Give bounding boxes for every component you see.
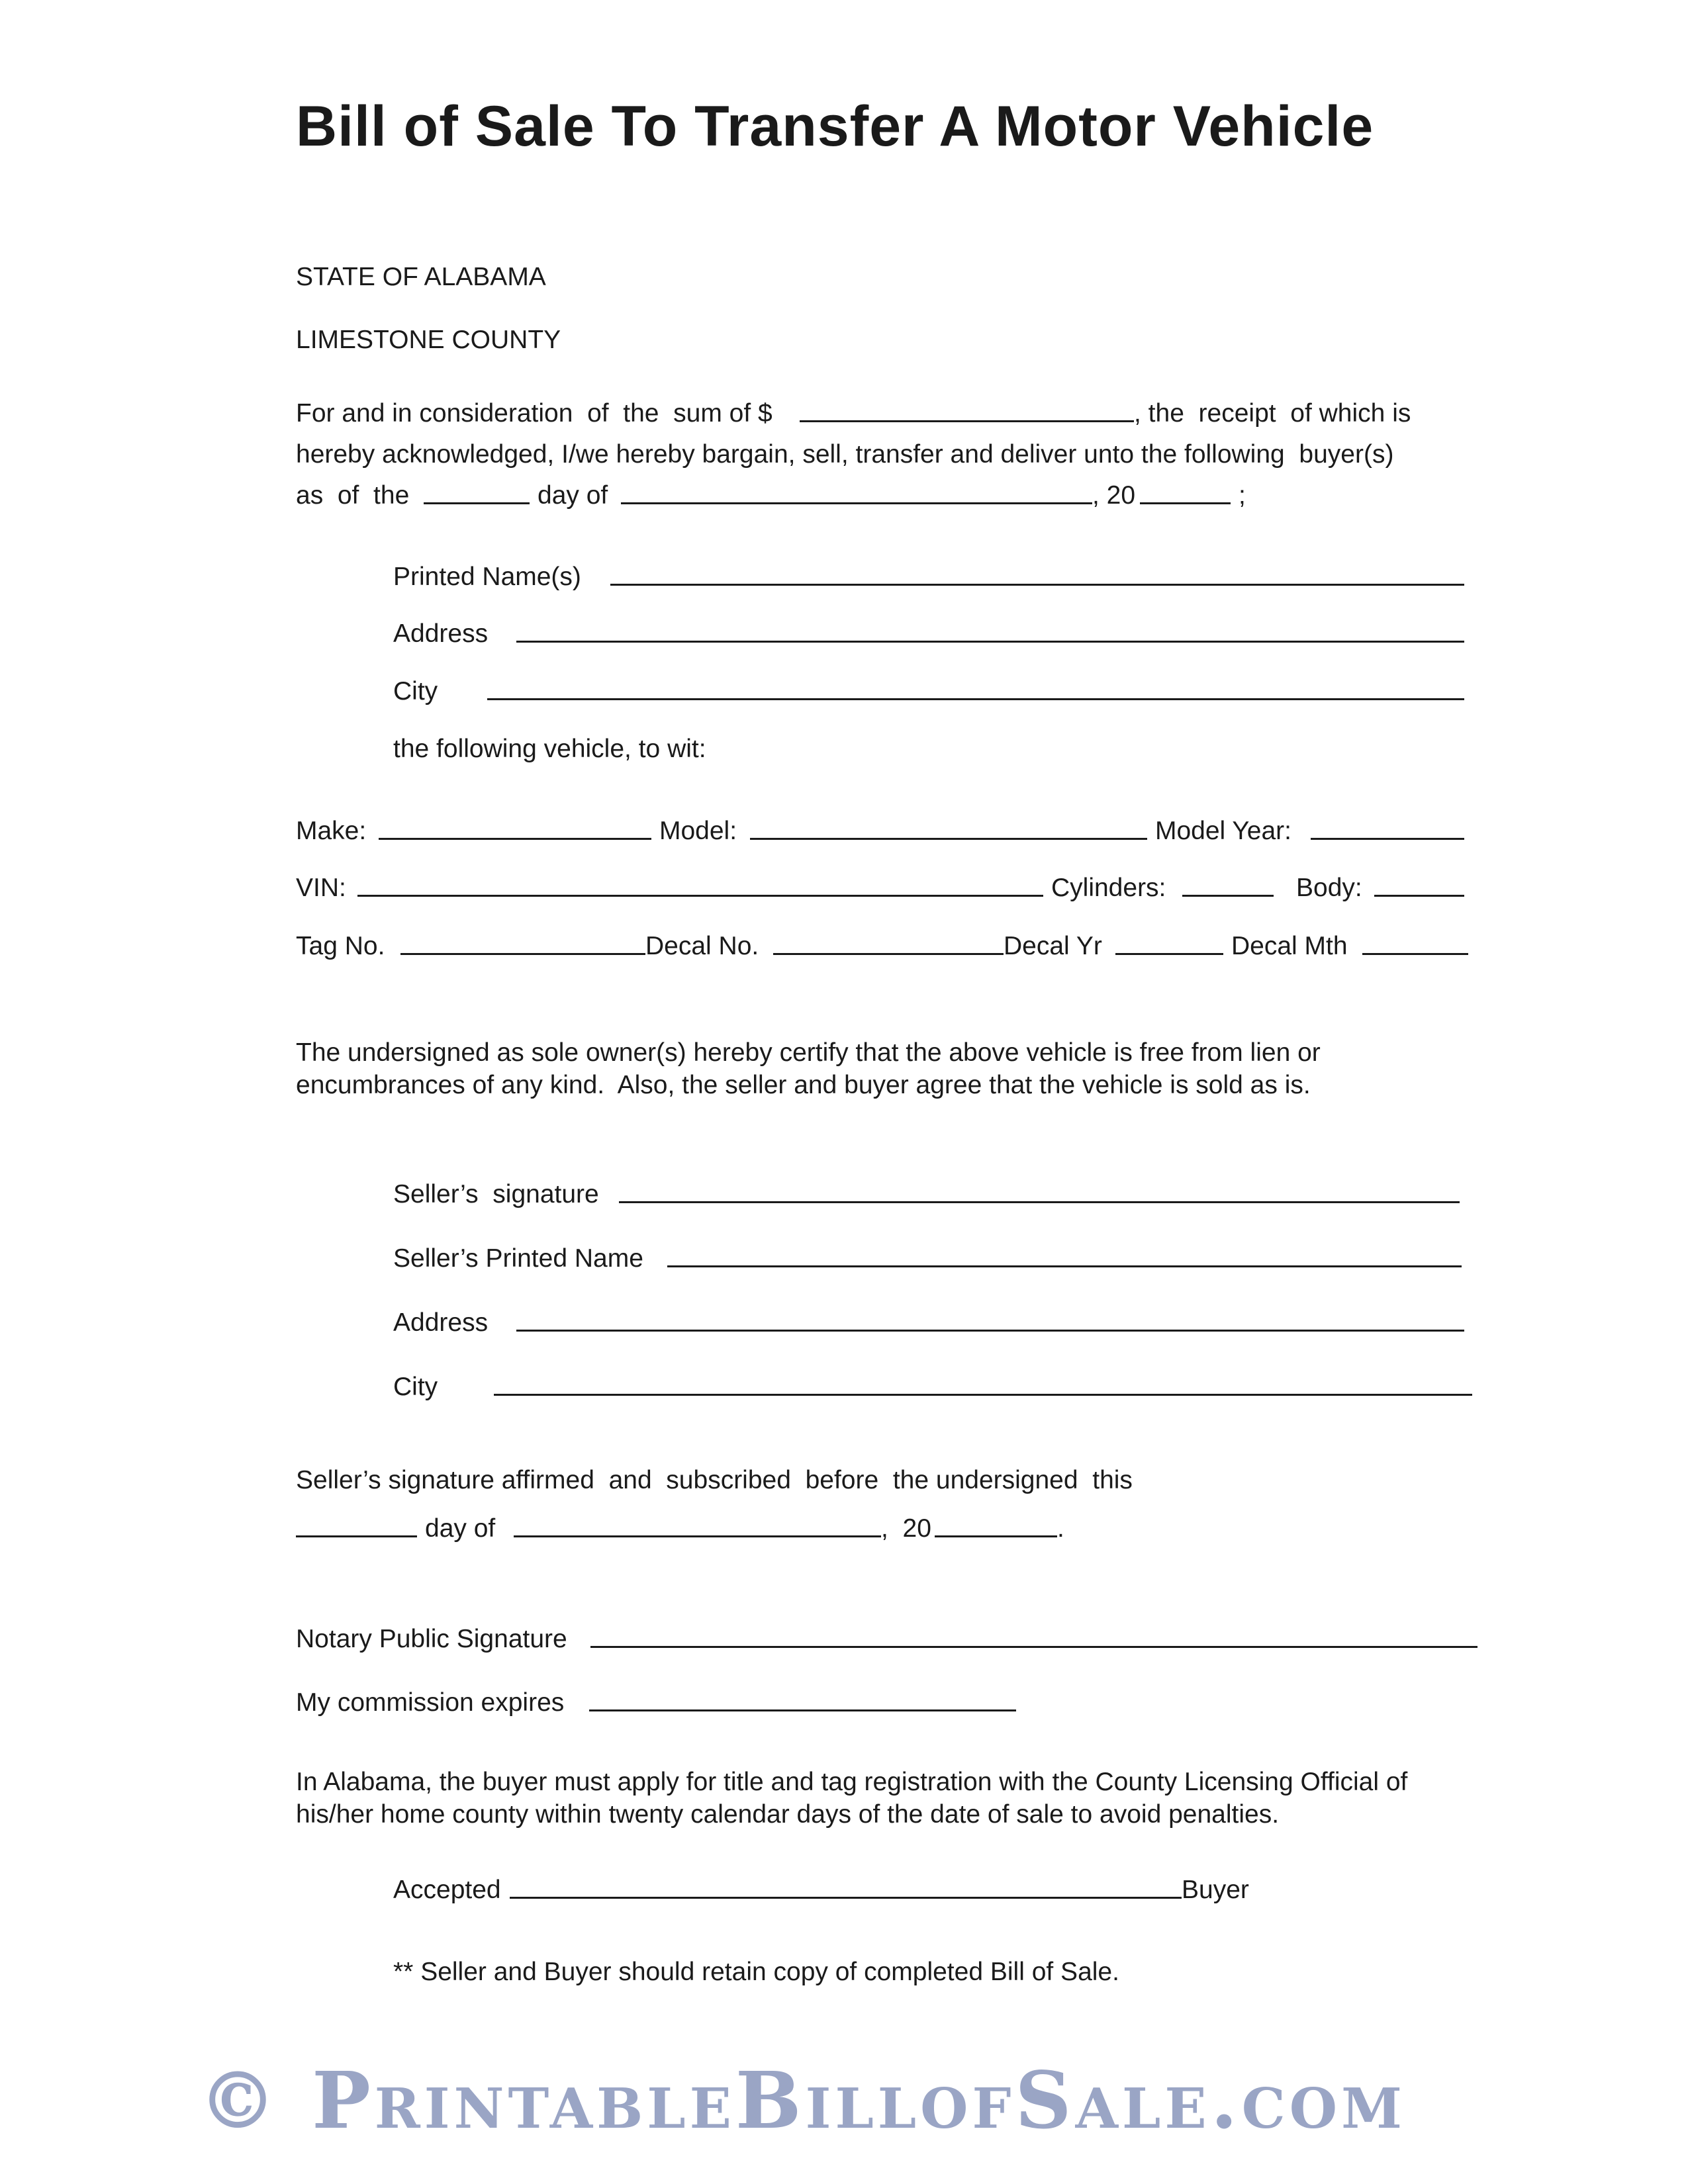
seller-city-field[interactable]: [494, 1394, 1472, 1396]
document-title: Bill of Sale To Transfer A Motor Vehicle: [296, 95, 1374, 158]
watermark: © PrintableBillofSale.com: [199, 2054, 1406, 2146]
certify-text-1: The undersigned as sole owner(s) hereby certify that the above vehicle is free from lien or: [296, 1038, 1321, 1067]
county-label: LIMESTONE COUNTY: [296, 326, 561, 354]
make-field[interactable]: [379, 838, 651, 840]
vehicle-intro: the following vehicle, to wit:: [393, 735, 706, 763]
seller-address-field[interactable]: [516, 1330, 1464, 1332]
decal-mth-field[interactable]: [1362, 953, 1468, 955]
seller-printed-name-label: Seller’s Printed Name: [393, 1244, 643, 1273]
consideration-twenty: , 20: [1092, 481, 1136, 510]
footnote: ** Seller and Buyer should retain copy of completed Bill of Sale.: [393, 1958, 1119, 1986]
accepted-label: Accepted: [393, 1876, 501, 1904]
sum-field[interactable]: [800, 420, 1134, 422]
body-label: Body:: [1296, 874, 1362, 902]
buyer-address-field[interactable]: [516, 641, 1464, 643]
consideration-text-1b: , the receipt of which is: [1134, 399, 1411, 428]
consideration-text-3a: as of the: [296, 481, 410, 510]
affirm-year-field[interactable]: [935, 1535, 1057, 1537]
seller-signature-field[interactable]: [619, 1201, 798, 1203]
cylinders-field[interactable]: [1182, 895, 1274, 897]
consideration-text-1a: For and in consideration of the sum of $: [296, 399, 773, 428]
buyer-city-field[interactable]: [487, 698, 1464, 700]
buyer-city-label: City: [393, 677, 438, 705]
make-label: Make:: [296, 817, 367, 845]
commission-label: My commission expires: [296, 1688, 565, 1717]
affirm-period: .: [1057, 1514, 1064, 1543]
decal-yr-field[interactable]: [1115, 953, 1223, 955]
model-label: Model:: [659, 817, 737, 845]
commission-field[interactable]: [589, 1709, 1016, 1711]
affirm-month-field[interactable]: [514, 1535, 881, 1537]
certify-text-2: encumbrances of any kind. Also, the seller and buyer agree that the vehicle is sold as is.: [296, 1071, 1311, 1099]
cylinders-label: Cylinders:: [1051, 874, 1166, 902]
model-year-field[interactable]: [1311, 838, 1464, 840]
body-field[interactable]: [1374, 895, 1464, 897]
consideration-semicolon: ;: [1239, 481, 1246, 510]
month-field[interactable]: [621, 502, 1092, 504]
buyer-address-label: Address: [393, 619, 489, 648]
decal-yr-label: Decal Yr: [1004, 932, 1102, 960]
accepted-field[interactable]: [510, 1897, 1182, 1899]
alabama-note-2: his/her home county within twenty calendar days of the date of sale to avoid penalties.: [296, 1800, 1280, 1829]
model-year-label: Model Year:: [1155, 817, 1291, 845]
vin-field[interactable]: [357, 895, 1043, 897]
tag-no-field[interactable]: [400, 953, 645, 955]
seller-printed-name-field[interactable]: [667, 1265, 1462, 1267]
consideration-text-2: hereby acknowledged, I/we hereby bargain, sell, transfer and deliver unto the following buyer(s): [296, 440, 1394, 469]
affirm-twenty: , 20: [881, 1514, 931, 1543]
alabama-note-1: In Alabama, the buyer must apply for title and tag registration with the County Licensing Official of: [296, 1768, 1408, 1796]
buyer-printed-name-label: Printed Name(s): [393, 563, 581, 591]
notary-signature-label: Notary Public Signature: [296, 1625, 567, 1653]
model-field[interactable]: [750, 838, 1147, 840]
buyer-label: Buyer: [1182, 1876, 1249, 1904]
seller-address-label: Address: [393, 1308, 489, 1337]
decal-no-label: Decal No.: [645, 932, 759, 960]
year-field[interactable]: [1140, 502, 1231, 504]
affirm-day-of: day of: [425, 1514, 496, 1543]
buyer-printed-name-field[interactable]: [610, 584, 1464, 586]
affirm-text: Seller’s signature affirmed and subscribed before the undersigned this: [296, 1466, 1133, 1494]
day-field[interactable]: [424, 502, 530, 504]
decal-no-field[interactable]: [773, 953, 1004, 955]
decal-mth-label: Decal Mth: [1231, 932, 1348, 960]
seller-signature-field-ext[interactable]: [798, 1201, 1460, 1203]
vin-label: VIN:: [296, 874, 346, 902]
state-label: STATE OF ALABAMA: [296, 263, 546, 291]
seller-signature-label: Seller’s signature: [393, 1180, 599, 1208]
affirm-day-field[interactable]: [296, 1535, 417, 1537]
consideration-day-of: day of: [538, 481, 608, 510]
notary-signature-field[interactable]: [590, 1646, 1477, 1648]
seller-city-label: City: [393, 1373, 438, 1401]
tag-no-label: Tag No.: [296, 932, 385, 960]
